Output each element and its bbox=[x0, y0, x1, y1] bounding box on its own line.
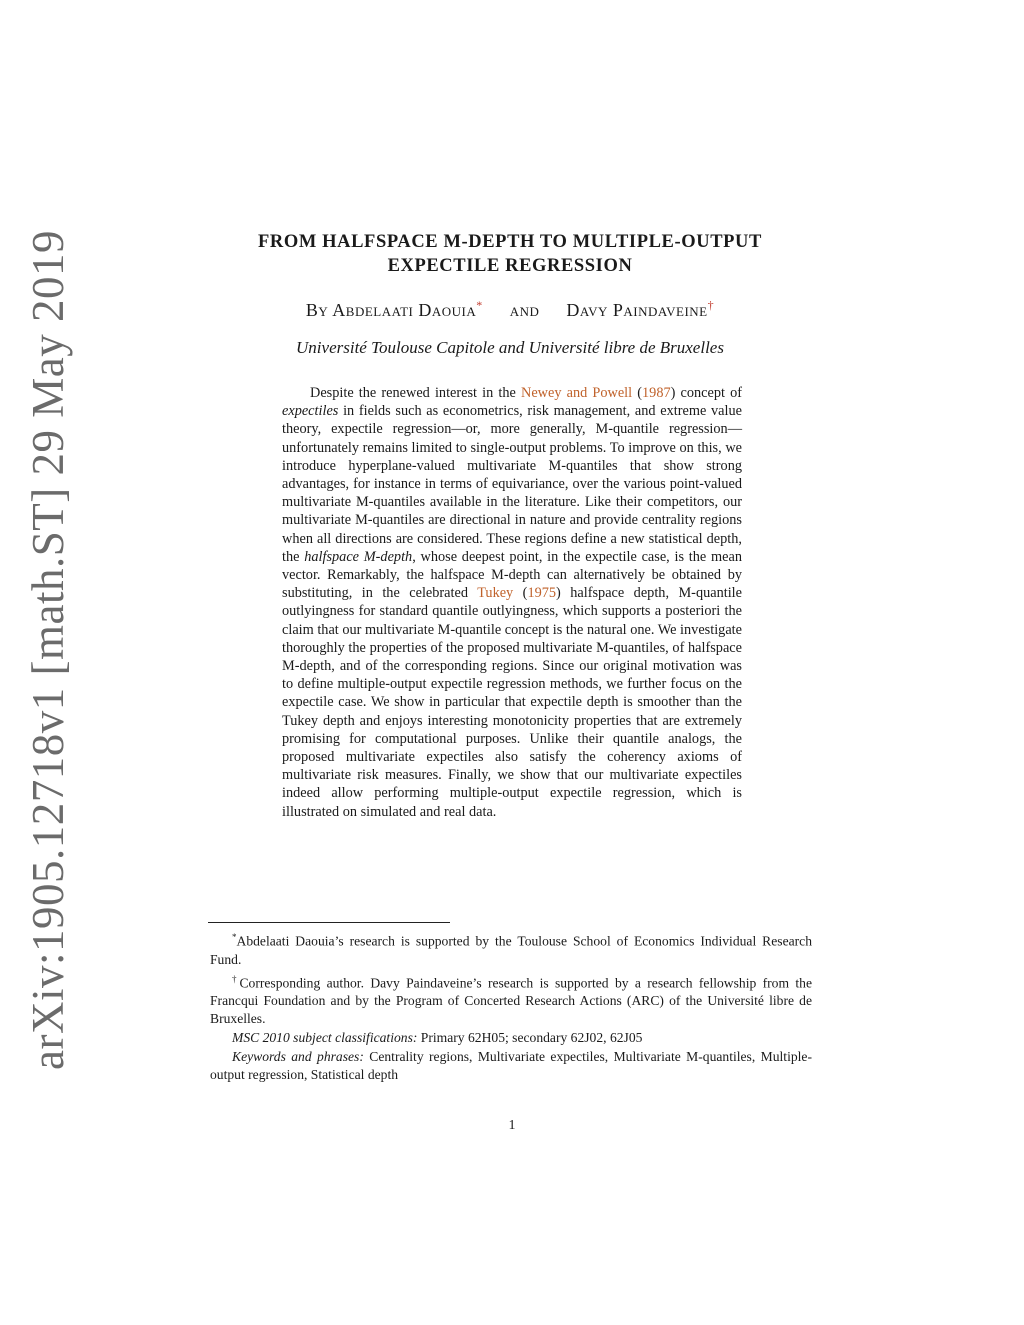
abstract-emphasis-halfspace: halfspace M-depth bbox=[304, 548, 413, 565]
abstract-text-1: Despite the renewed interest in the bbox=[310, 385, 522, 401]
abstract-text-2: concept of bbox=[675, 385, 742, 401]
citation-year-1987[interactable]: 1987 bbox=[642, 385, 671, 401]
keywords bbox=[210, 1048, 812, 1084]
footnote-1 bbox=[210, 928, 812, 969]
abstract-text-3: in fields such as econometrics, risk management, and extreme value theory, expectile regression—or, more generally, M-quantile regression—unfortunately remains limited to single-output problems. To improve on this, we introduce hyperplane-valued multivariate M-quantiles that show strong advantages, for instance in terms of equivariance, over the various point-valued multivariate M-quantiles available in the literature. Like their competitors, our multivariate M-quantiles are directional in nature and provide centrality regions when all directions are considered. These regions define a new statistical depth, the bbox=[282, 403, 742, 565]
msc-text: Primary 62H05; secondary 62J02, 62J05 bbox=[417, 1030, 643, 1046]
msc-classification bbox=[210, 1029, 812, 1047]
title-line-2: EXPECTILE REGRESSION bbox=[387, 256, 633, 276]
affiliation: Université Toulouse Capitole and Université libre de Bruxelles bbox=[296, 338, 724, 357]
citation-year-1975[interactable]: 1975 bbox=[527, 585, 557, 602]
abstract-text-4: , whose deepest point, in the expectile case, is the mean vector. Remarkably, the halfspace M-depth can alternatively be obtained by substituting, in the celebrated bbox=[282, 548, 742, 602]
footnote-2 bbox=[210, 970, 812, 1029]
author-1-footnote-mark[interactable]: * bbox=[476, 298, 483, 312]
page-number: 1 bbox=[508, 1118, 516, 1133]
footnote-1-mark: * bbox=[232, 932, 237, 942]
author-2-footnote-mark[interactable]: † bbox=[707, 298, 715, 312]
abstract-emphasis-expectiles: expectiles bbox=[282, 403, 339, 420]
author-2: Davy Paindaveine bbox=[566, 300, 708, 320]
footnote-2-mark: † bbox=[232, 973, 240, 984]
citation-newey-powell[interactable]: Newey and Powell bbox=[521, 385, 633, 401]
author-line bbox=[180, 298, 840, 321]
citation-tukey[interactable]: Tukey bbox=[477, 585, 514, 602]
author-1: Abdelaati Daouia bbox=[332, 300, 477, 320]
arxiv-identifier: arXiv:1905.12718v1 [math.ST] 29 May 2019 bbox=[23, 230, 73, 1070]
footnotes bbox=[210, 928, 812, 1084]
footnote-2-text: Corresponding author. Davy Paindaveine’s research is supported by a research fellowship from the Francqui Foundation and by the Program of Concerted Research Actions (ARC) of the Université libre de Bruxelles. bbox=[210, 975, 812, 1027]
arxiv-sidebar-stamp bbox=[18, 230, 78, 1070]
abstract: Despite the renewed interest in the Newey and Powell (1987) concept of expectiles in fields such as econometrics, risk management, and extreme value theory, expectile regression—or, more generally, M-quantile regression—unfortunately remains limited to single-output problems. To improve on this, we introduce hyperplane-valued multivariate M-quantiles that show strong advantages, for instance in terms of equivariance, over the various point-valued multivariate M-quantiles available in the literature. Like their competitors, our multivariate M-quantiles are directional in nature and provide centrality regions when all directions are considered. These regions define a new statistical depth, the halfspace M-depth, whose deepest point, in the expectile case, is the mean vector. Remarkably, the halfspace M-depth can alternatively be obtained by substituting, in the celebrated Tukey (1975) halfspace depth, M-quantile outlyingness for standard quantile outlyingness, which supports a posteriori the claim that our multivariate M-quantile concept is the natural one. We investigate thoroughly the properties of the proposed multivariate M-quantiles, of halfspace M-depth, and of the corresponding regions. Since our original motivation was to define multiple-output expectile regression methods, we further focus on the expectile case. We show in particular that expectile depth is smoother than the Tukey depth and enjoys interesting monotonicity properties that are extremely promising for computational purposes. Unlike their quantile analogs, the proposed multivariate expectiles also satisfy the coherency axioms of multivariate risk measures. Finally, we show that our multivariate expectiles indeed allow performing multiple-output expectile regression, which is illustrated on simulated and real data. bbox=[282, 385, 742, 820]
footnote-1-text: Abdelaati Daouia’s research is supported by the Toulouse School of Economics Individual Research Fund. bbox=[210, 933, 812, 967]
title-line-1: FROM HALFSPACE M-DEPTH TO MULTIPLE-OUTPUT bbox=[258, 232, 762, 252]
paper-title bbox=[180, 230, 840, 278]
keywords-label: Keywords and phrases: bbox=[232, 1049, 364, 1065]
footnote-divider bbox=[208, 922, 450, 923]
msc-label: MSC 2010 subject classifications: bbox=[232, 1030, 418, 1046]
by-prefix: By bbox=[305, 300, 329, 320]
abstract-text-5: halfspace depth, M-quantile outlyingness for standard quantile outlyingness, which supports a posteriori the claim that our multivariate M-quantile concept is the natural one. We investigate thoroughly the properties of the proposed multivariate M-quantiles, of halfspace M-depth, and of the corresponding regions. Since our original motivation was to define multiple-output expectile regression methods, we further focus on the expectile case. We show in particular that expectile depth is smoother than the Tukey depth and enjoys interesting monotonicity properties that are extremely promising for computational purposes. Unlike their quantile analogs, the proposed multivariate expectiles also satisfy the coherency axioms of multivariate risk measures. Finally, we show that our multivariate expectiles indeed allow performing multiple-output expectile regression, which is illustrated on simulated and real data. bbox=[282, 585, 742, 820]
keywords-text: Centrality regions, Multivariate expectiles, Multivariate M-quantiles, Multiple-output regression, Statistical depth bbox=[210, 1049, 812, 1083]
author-connector: and bbox=[509, 300, 540, 320]
